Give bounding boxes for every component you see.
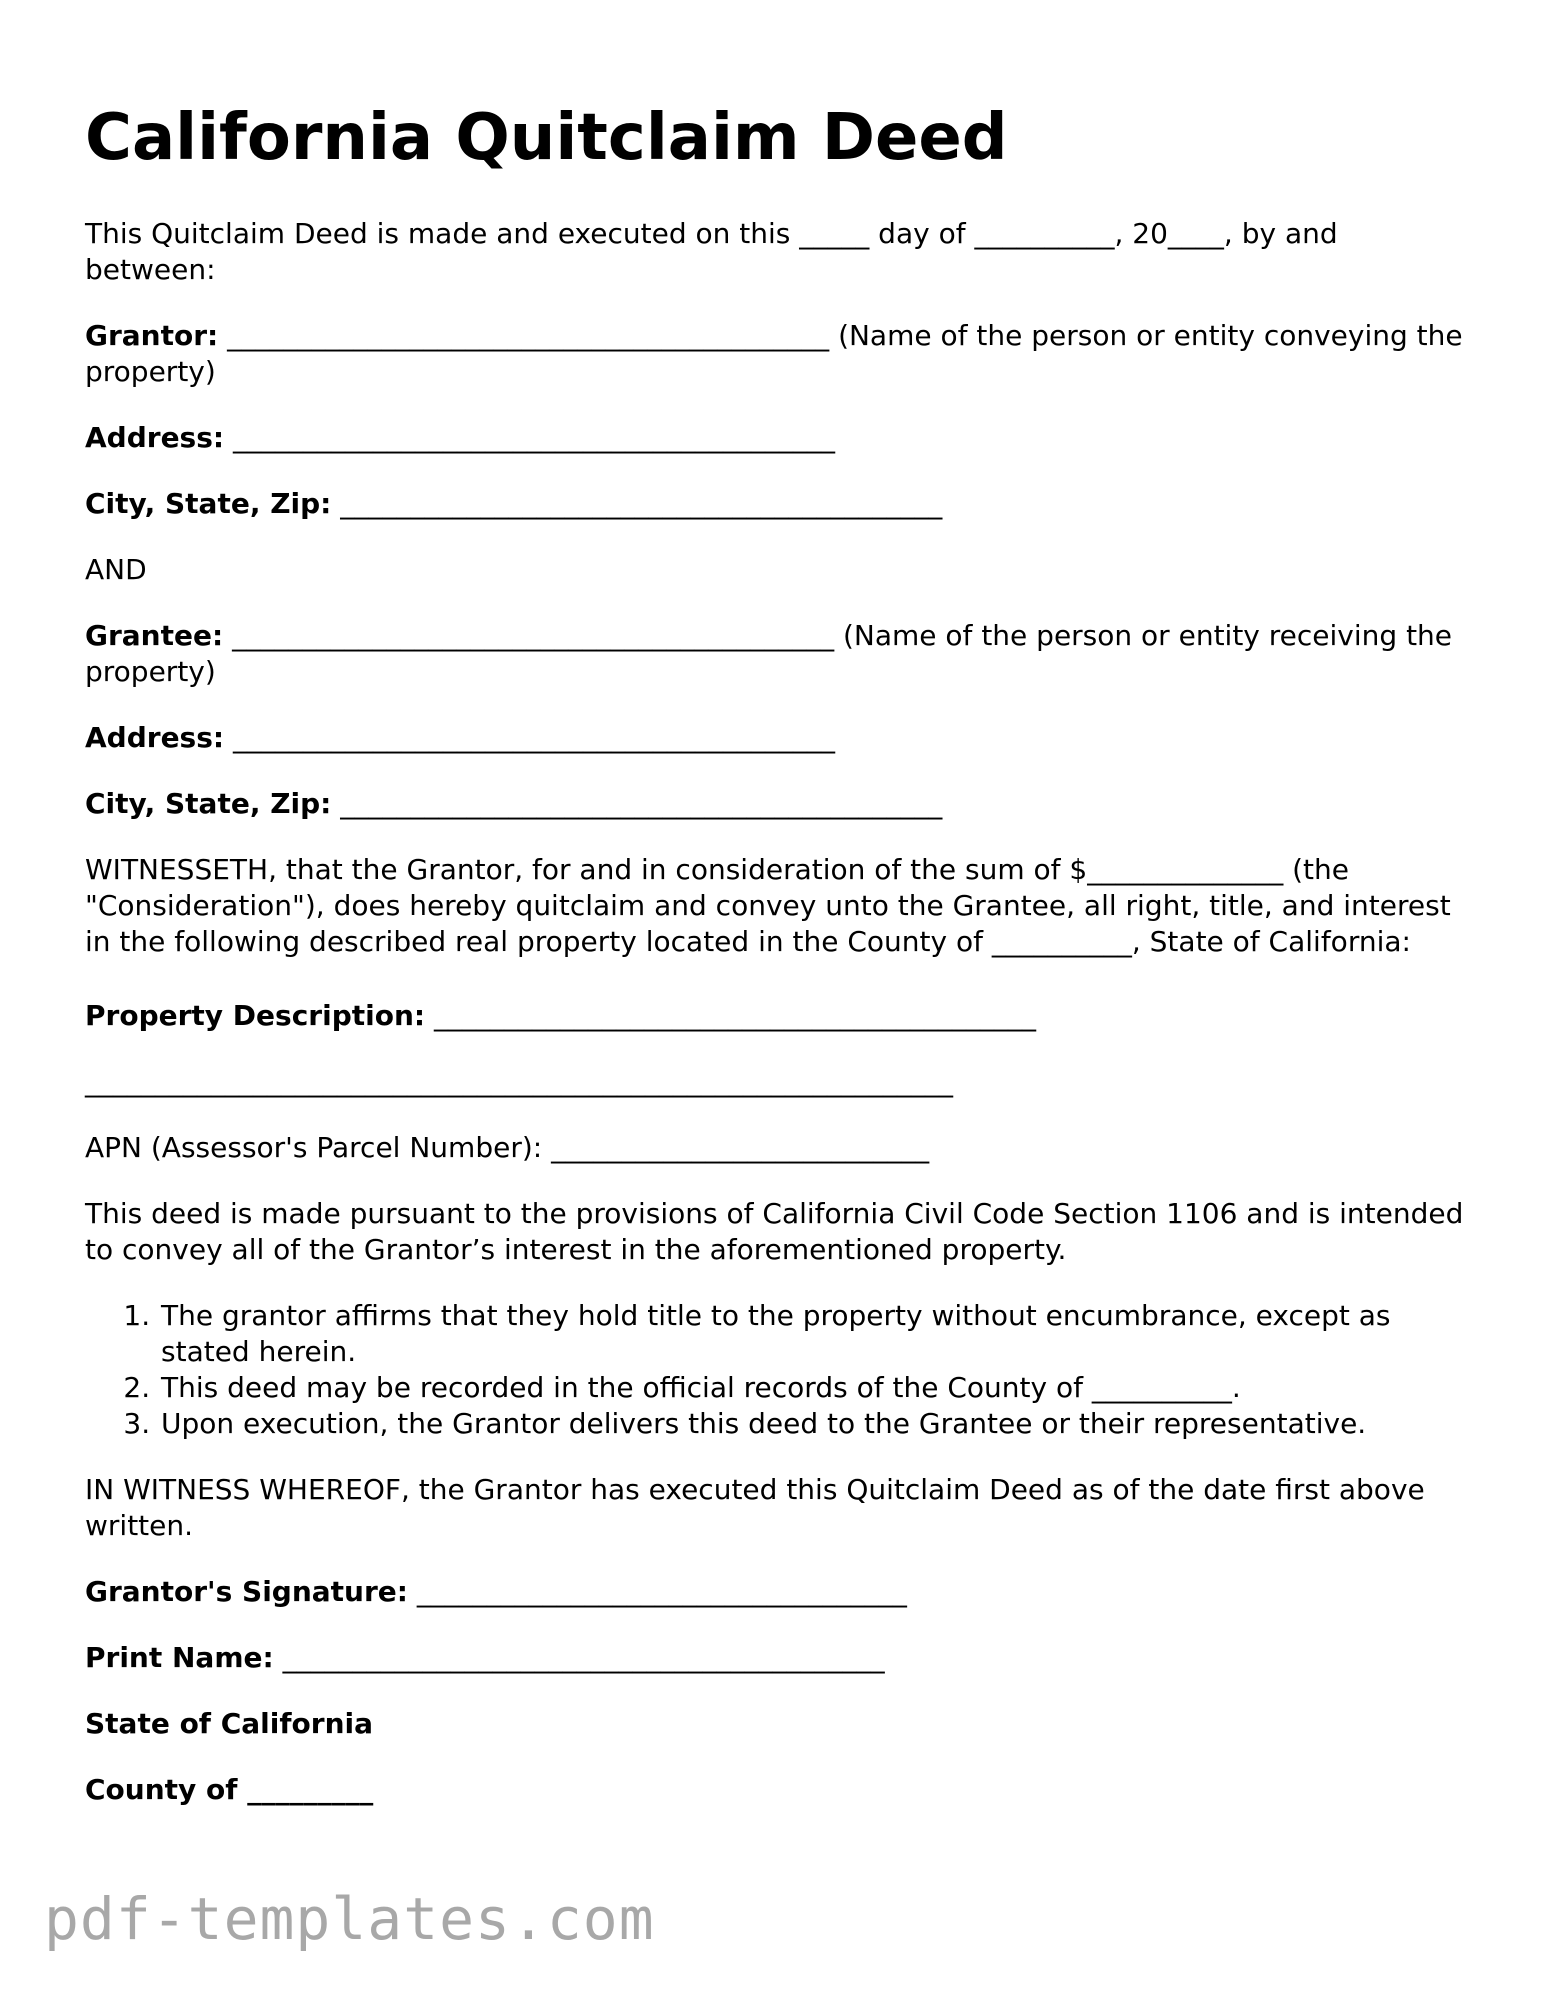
grantee-city-line <box>85 786 1465 822</box>
grantee-address-label: Address: <box>85 720 225 754</box>
apn-line: APN (Assessor's Parcel Number): ___________________________ <box>85 1130 930 1164</box>
witnesseth-paragraph: WITNESSETH, that the Grantor, for and in consideration of the sum of $______________ (the "Consideration"), does hereby quitclaim and convey unto the Grantee, all right, title, and interest in the following described real property located in the County of __________, State of California: <box>85 852 1451 958</box>
grantor-address-blank[interactable]: ___________________________________________ <box>224 420 835 454</box>
grantor-label: Grantor: <box>85 318 219 352</box>
grantee-line <box>85 618 1465 690</box>
grantor-city-line <box>85 486 1465 522</box>
county-blank[interactable]: _________ <box>237 1772 374 1806</box>
print-name-blank[interactable]: ___________________________________________ <box>273 1640 885 1674</box>
terms-list <box>85 1298 1465 1442</box>
grantor-city-label: City, State, Zip: <box>85 486 332 520</box>
pursuant-paragraph: This deed is made pursuant to the provisions of California Civil Code Section 1106 and is intended to convey all of the Grantor’s interest in the aforementioned property. <box>85 1196 1464 1266</box>
print-name-label: Print Name: <box>85 1640 274 1674</box>
grantor-name-blank[interactable]: ___________________________________________ <box>218 318 839 352</box>
grantor-city-blank[interactable]: ___________________________________________ <box>331 486 943 520</box>
grantee-label: Grantee: <box>85 618 224 652</box>
property-description-line <box>85 998 1465 1034</box>
print-name-line <box>85 1640 1465 1676</box>
state-heading: State of California <box>85 1706 374 1740</box>
list-item: 1. The grantor affirms that they hold title to the property without encumbrance, except as stated herein. <box>159 1298 1465 1370</box>
document-title: California Quitclaim Deed <box>85 101 1008 175</box>
grantee-note: (Name of the person or entity receiving the property) <box>85 618 1453 688</box>
grantor-signature-label: Grantor's Signature: <box>85 1574 408 1608</box>
grantor-signature-blank[interactable]: ___________________________________ <box>407 1574 907 1608</box>
watermark: pdf-templates.com <box>44 1885 655 1953</box>
intro-paragraph: This Quitclaim Deed is made and executed on this _____ day of __________, 20____, by and between: <box>85 216 1338 286</box>
grantor-address-line <box>85 420 1465 456</box>
grantee-city-label: City, State, Zip: <box>85 786 332 820</box>
list-item: 2. This deed may be recorded in the official records of the County of __________. <box>159 1370 1465 1406</box>
grantee-city-blank[interactable]: ___________________________________________ <box>331 786 943 820</box>
grantor-line <box>85 318 1465 390</box>
property-description-blank[interactable]: ___________________________________________ <box>425 998 1036 1032</box>
grantor-address-label: Address: <box>85 420 225 454</box>
grantee-name-blank[interactable]: ___________________________________________ <box>223 618 843 652</box>
and-separator: AND <box>85 552 147 586</box>
grantor-note: (Name of the person or entity conveying the property) <box>85 318 1463 388</box>
document-page <box>85 102 1465 1838</box>
grantee-address-line <box>85 720 1465 756</box>
grantee-address-blank[interactable]: ___________________________________________ <box>224 720 835 754</box>
list-item: 3. Upon execution, the Grantor delivers this deed to the Grantee or their representative. <box>159 1406 1465 1442</box>
grantor-signature-line <box>85 1574 1465 1610</box>
property-description-label: Property Description: <box>85 998 426 1032</box>
property-description-second-line[interactable]: ______________________________________________________________ <box>85 1064 953 1098</box>
county-line <box>85 1772 1465 1808</box>
county-label: County of <box>85 1772 238 1806</box>
in-witness-paragraph: IN WITNESS WHEREOF, the Grantor has executed this Quitclaim Deed as of the date first above written. <box>85 1472 1425 1542</box>
